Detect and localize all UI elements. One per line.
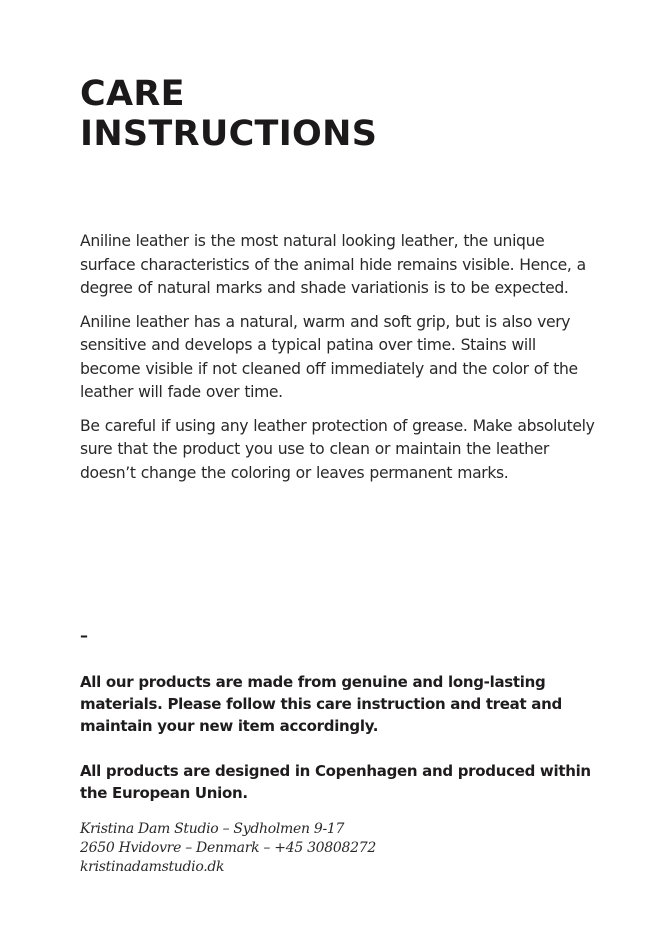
paragraph-protection-warning: Be careful if using any leather protection of grease. Make absolutely sure that the product you use to clean or maintain the leather doesn’t change the coloring or leaves permanent marks. xyxy=(80,416,595,482)
page-title xyxy=(80,74,377,154)
website-link[interactable]: kristinadamstudio.dk xyxy=(80,859,225,875)
materials-note: All our products are made from genuine and long-lasting materials. Please follow this care instruction and treat and maintain your new item accordingly. xyxy=(80,673,562,735)
company-address xyxy=(80,820,376,877)
care-description xyxy=(80,230,600,495)
title-line-1: CARE xyxy=(80,74,185,114)
address-line-1: Kristina Dam Studio – Sydholmen 9-17 xyxy=(80,821,345,837)
address-line-2: 2650 Hvidovre – Denmark – +45 30808272 xyxy=(80,840,376,856)
paragraph-aniline-grip: Aniline leather has a natural, warm and soft grip, but is also very sensitive and develops a typical patina over time. Stains will become visible if not cleaned off immediately and the color of the leather will fade over time. xyxy=(80,312,578,401)
paragraph-aniline-natural: Aniline leather is the most natural looking leather, the unique surface characteristics of the animal hide remains visible. Hence, a degree of natural marks and shade variationis is to be expected. xyxy=(80,232,586,297)
section-separator: – xyxy=(80,626,88,645)
title-line-2: INSTRUCTIONS xyxy=(80,114,378,154)
origin-note: All products are designed in Copenhagen and produced within the European Union. xyxy=(80,762,591,802)
